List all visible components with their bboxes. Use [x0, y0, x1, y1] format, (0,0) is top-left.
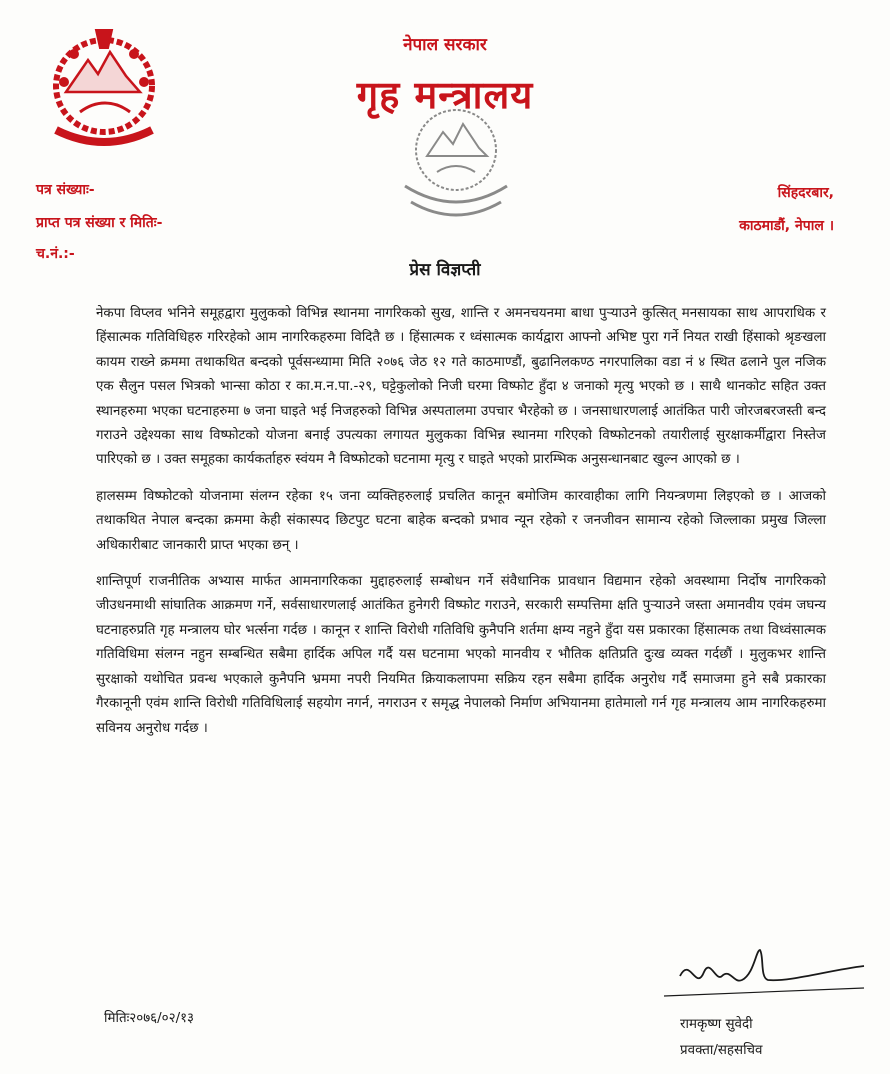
press-release-title: प्रेस विज्ञप्ती — [409, 260, 481, 280]
signatory-designation: प्रवक्ता/सहसचिव — [680, 1043, 763, 1058]
address-line-1: सिंहदरबार, — [777, 185, 834, 201]
address-line-2: काठमाडौं, नेपाल । — [739, 218, 834, 234]
press-release-body — [96, 302, 826, 753]
dispatch-number-label: च.नं.:- — [36, 246, 75, 262]
signatory-name: रामकृष्ण सुवेदी — [680, 1017, 753, 1032]
signature-icon — [660, 936, 870, 1002]
ministry-name: गृह मन्त्रालय — [356, 73, 534, 117]
letter-number-label: पत्र संख्याः- — [36, 182, 95, 198]
signatory — [680, 1012, 762, 1064]
received-letter-label: प्राप्त पत्र संख्या र मितिः- — [36, 215, 163, 231]
paragraph: हालसम्म विष्फोटको योजनामा संलग्न रहेका १५ जना व्यक्तिहरुलाई प्रचलित कानून बमोजिम कारवाहीका लागि नियन्त्रणमा लिइएको छ । आजको तथाकथित नेपाल बन्दका क्रममा केही संकास्पद छिटपुट घटना बाहेक बन्दको प्रभाव न्यून रहेको र जनजीवन सामान्य रहेको जिल्लाका प्रमुख जिल्ला अधिकारीबाट जानकारी प्राप्त भएका छन् । — [96, 488, 826, 553]
ministry-stamp-icon — [393, 98, 519, 222]
government-name: नेपाल सरकार — [403, 35, 487, 55]
issue-date: मितिः२०७६/०२/१३ — [104, 1011, 195, 1026]
paragraph: शान्तिपूर्ण राजनीतिक अभ्यास मार्फत आमनागरिकका मुद्दाहरुलाई सम्बोधन गर्ने संवैधानिक प्रावधान विद्यमान रहेको अवस्थामा निर्दोष नागरिकको जीउधनमाथी सांघातिक आक्रमण गर्ने, सर्वसाधारणलाई आतंकित हुनेगरी विष्फोट गराउने, सरकारी सम्पत्तिमा क्षति पुऱ्याउने जस्ता अमानवीय एवंम जघन्य घटनाहरुप्रति गृह मन्त्रालय घोर भर्त्सना गर्दछ । कानून र शान्ति विरोधी गतिविधि कुनैपनि शर्तमा क्षम्य नहुने हुँदा यस प्रकारका हिंसात्मक तथा विध्वंसात्मक गतिविधिमा संलग्न नहुन सम्बन्धित सबैमा हार्दिक अपिल गर्दै यस घटनामा भएको मानवीय र भौतिक क्षतिप्रति दुःख व्यक्त गर्दछौं । मुलुकभर शान्ति सुरक्षाको यथोचित प्रवन्ध भएकाले कुनैपनि भ्रममा नपरी नियमित क्रियाकलापमा सक्रिय रहन सबैमा हार्दिक अनुरोध गर्दै समाजमा हुने सबै प्रकारका गैरकानूनी एवंम शान्ति विरोधी गतिविधिलाई सहयोग नगर्न, नगराउन र समृद्ध नेपालको निर्माण अभियानमा हातेमालो गर्न गृह मन्त्रालय आम नागरिकहरुमा सविनय अनुरोध गर्दछ । — [96, 574, 826, 736]
paragraph: नेकपा विप्लव भनिने समूहद्वारा मुलुकको विभिन्न स्थानमा नागरिकको सुख, शान्ति र अमनचयनमा बाधा पुऱ्याउने कुत्सित् मनसायका साथ आपराधिक र हिंसात्मक गतिविधिहरु गरिरहेको आम नागरिकहरुमा विदितै छ । हिंसात्मक र ध्वंसात्मक कार्यद्वारा आफ्नो अभिष्ट पुरा गर्ने नियत राखी हिंसाको श्रृङखला कायम राख्ने क्रममा तथाकथित बन्दको पूर्वसन्ध्यामा मिति २०७६ जेठ १२ गते काठमाण्डौं, बुढानिलकण्ठ नगरपालिका वडा नं ४ स्थित ढलाने पुल नजिक एक सैलुन पसल भित्रको भान्सा कोठा र का.म.न.पा.-२९, घट्टेकुलोको निजी घरमा विष्फोट हुँदा ४ जनाको मृत्यु भएको छ । साथै थानकोट सहित उक्त स्थानहरुमा भएका घटनाहरुमा ७ जना घाइते भई निजहरुको विभिन्न अस्पतालमा उपचार भैरहेको छ । जनसाधारणलाई आतंकित पारी जोरजबरजस्ती बन्द गराउने उद्देश्यका साथ विष्फोटको योजना बनाई उपत्यका लगायत मुलुकका विभिन्न स्थानमा गरिएको विष्फोटनको तयारीलाई सुरक्षाकर्मीद्वारा निस्तेज पारिएको छ । उक्त समूहका कार्यकर्ताहरु स्वंयम नै विष्फोटको घटनामा मृत्यु र घाइते भएको प्रारम्भिक अनुसन्धानबाट खुल्न आएको छ । — [96, 306, 826, 468]
